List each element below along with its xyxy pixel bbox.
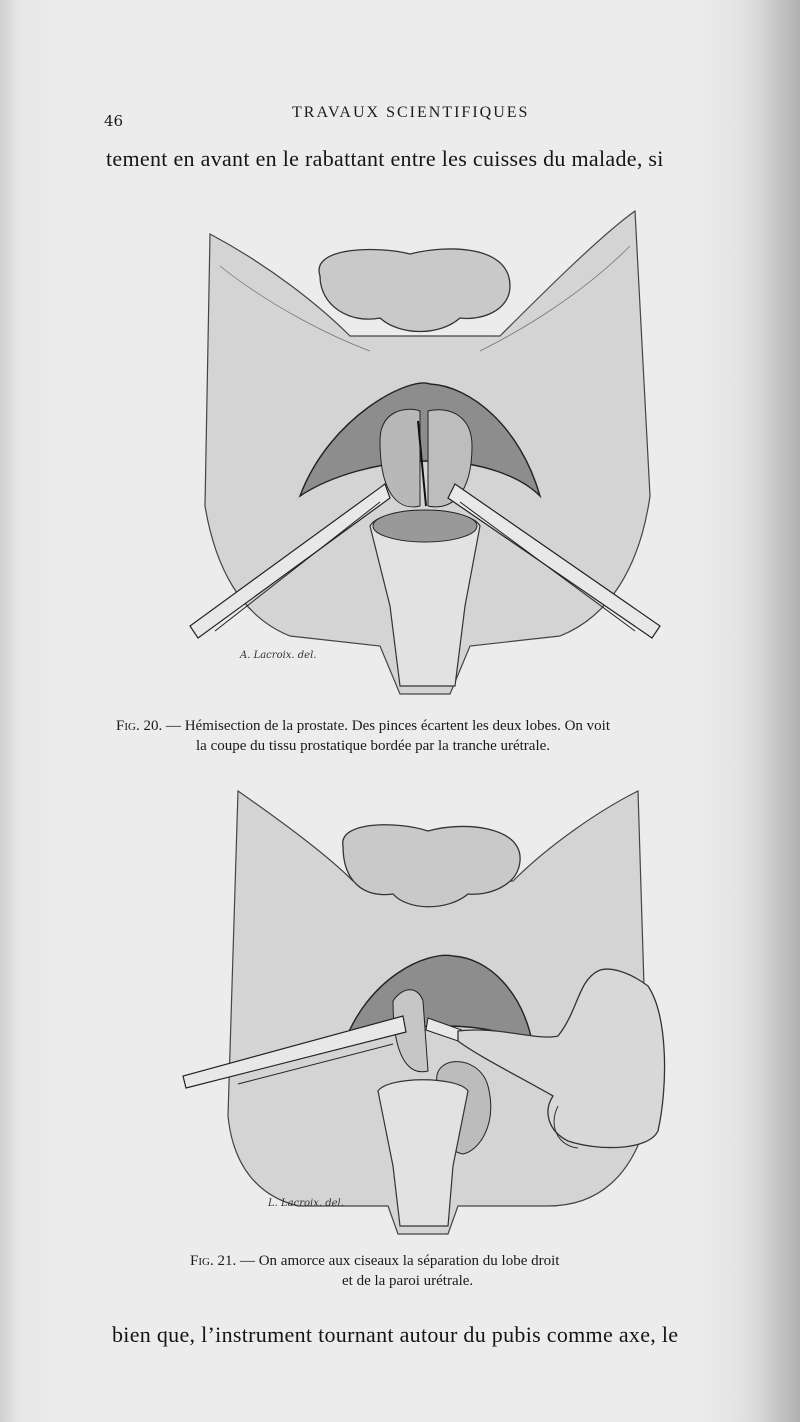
page-number: 46 — [104, 112, 124, 130]
upper-mass — [319, 249, 510, 332]
body-text-top-line: tement en avant en le rabattant entre les cuisses du malade, si — [106, 146, 664, 171]
body-text-bottom-line: bien que, l’instrument tournant autour du pubis comme axe, le — [112, 1322, 679, 1347]
figure-21-caption-line-2: et de la paroi urétrale. — [342, 1273, 474, 1289]
figure-20-caption-line-1: Fig. 20. — Hémisection de la prostate. Des pinces écartent les deux lobes. On voit — [116, 718, 610, 734]
figure-20-label: Fig. 20. — [116, 718, 163, 734]
page-gutter-shadow — [740, 0, 800, 1422]
figure-20-drawing — [180, 206, 670, 696]
figure-21-caption — [190, 1251, 660, 1291]
figure-20-signature: A. Lacroix. del. — [240, 650, 317, 661]
figure-21-caption-line-1: Fig. 21. — On amorce aux ciseaux la séparation du lobe droit — [190, 1253, 560, 1269]
running-title: TRAVAUX SCIENTIFIQUES — [292, 104, 530, 121]
figure-20-illustration — [180, 206, 670, 696]
figure-21-drawing — [178, 786, 678, 1236]
figure-21-signature: L. Lacroix. del. — [268, 1198, 344, 1209]
figure-21-label: Fig. 21. — [190, 1253, 237, 1269]
figure-20-caption-line-2: la coupe du tissu prostatique bordée par la tranche urétrale. — [196, 738, 551, 754]
figure-20-caption — [116, 716, 738, 756]
figure-21-illustration — [178, 786, 678, 1236]
page-header — [104, 104, 744, 132]
